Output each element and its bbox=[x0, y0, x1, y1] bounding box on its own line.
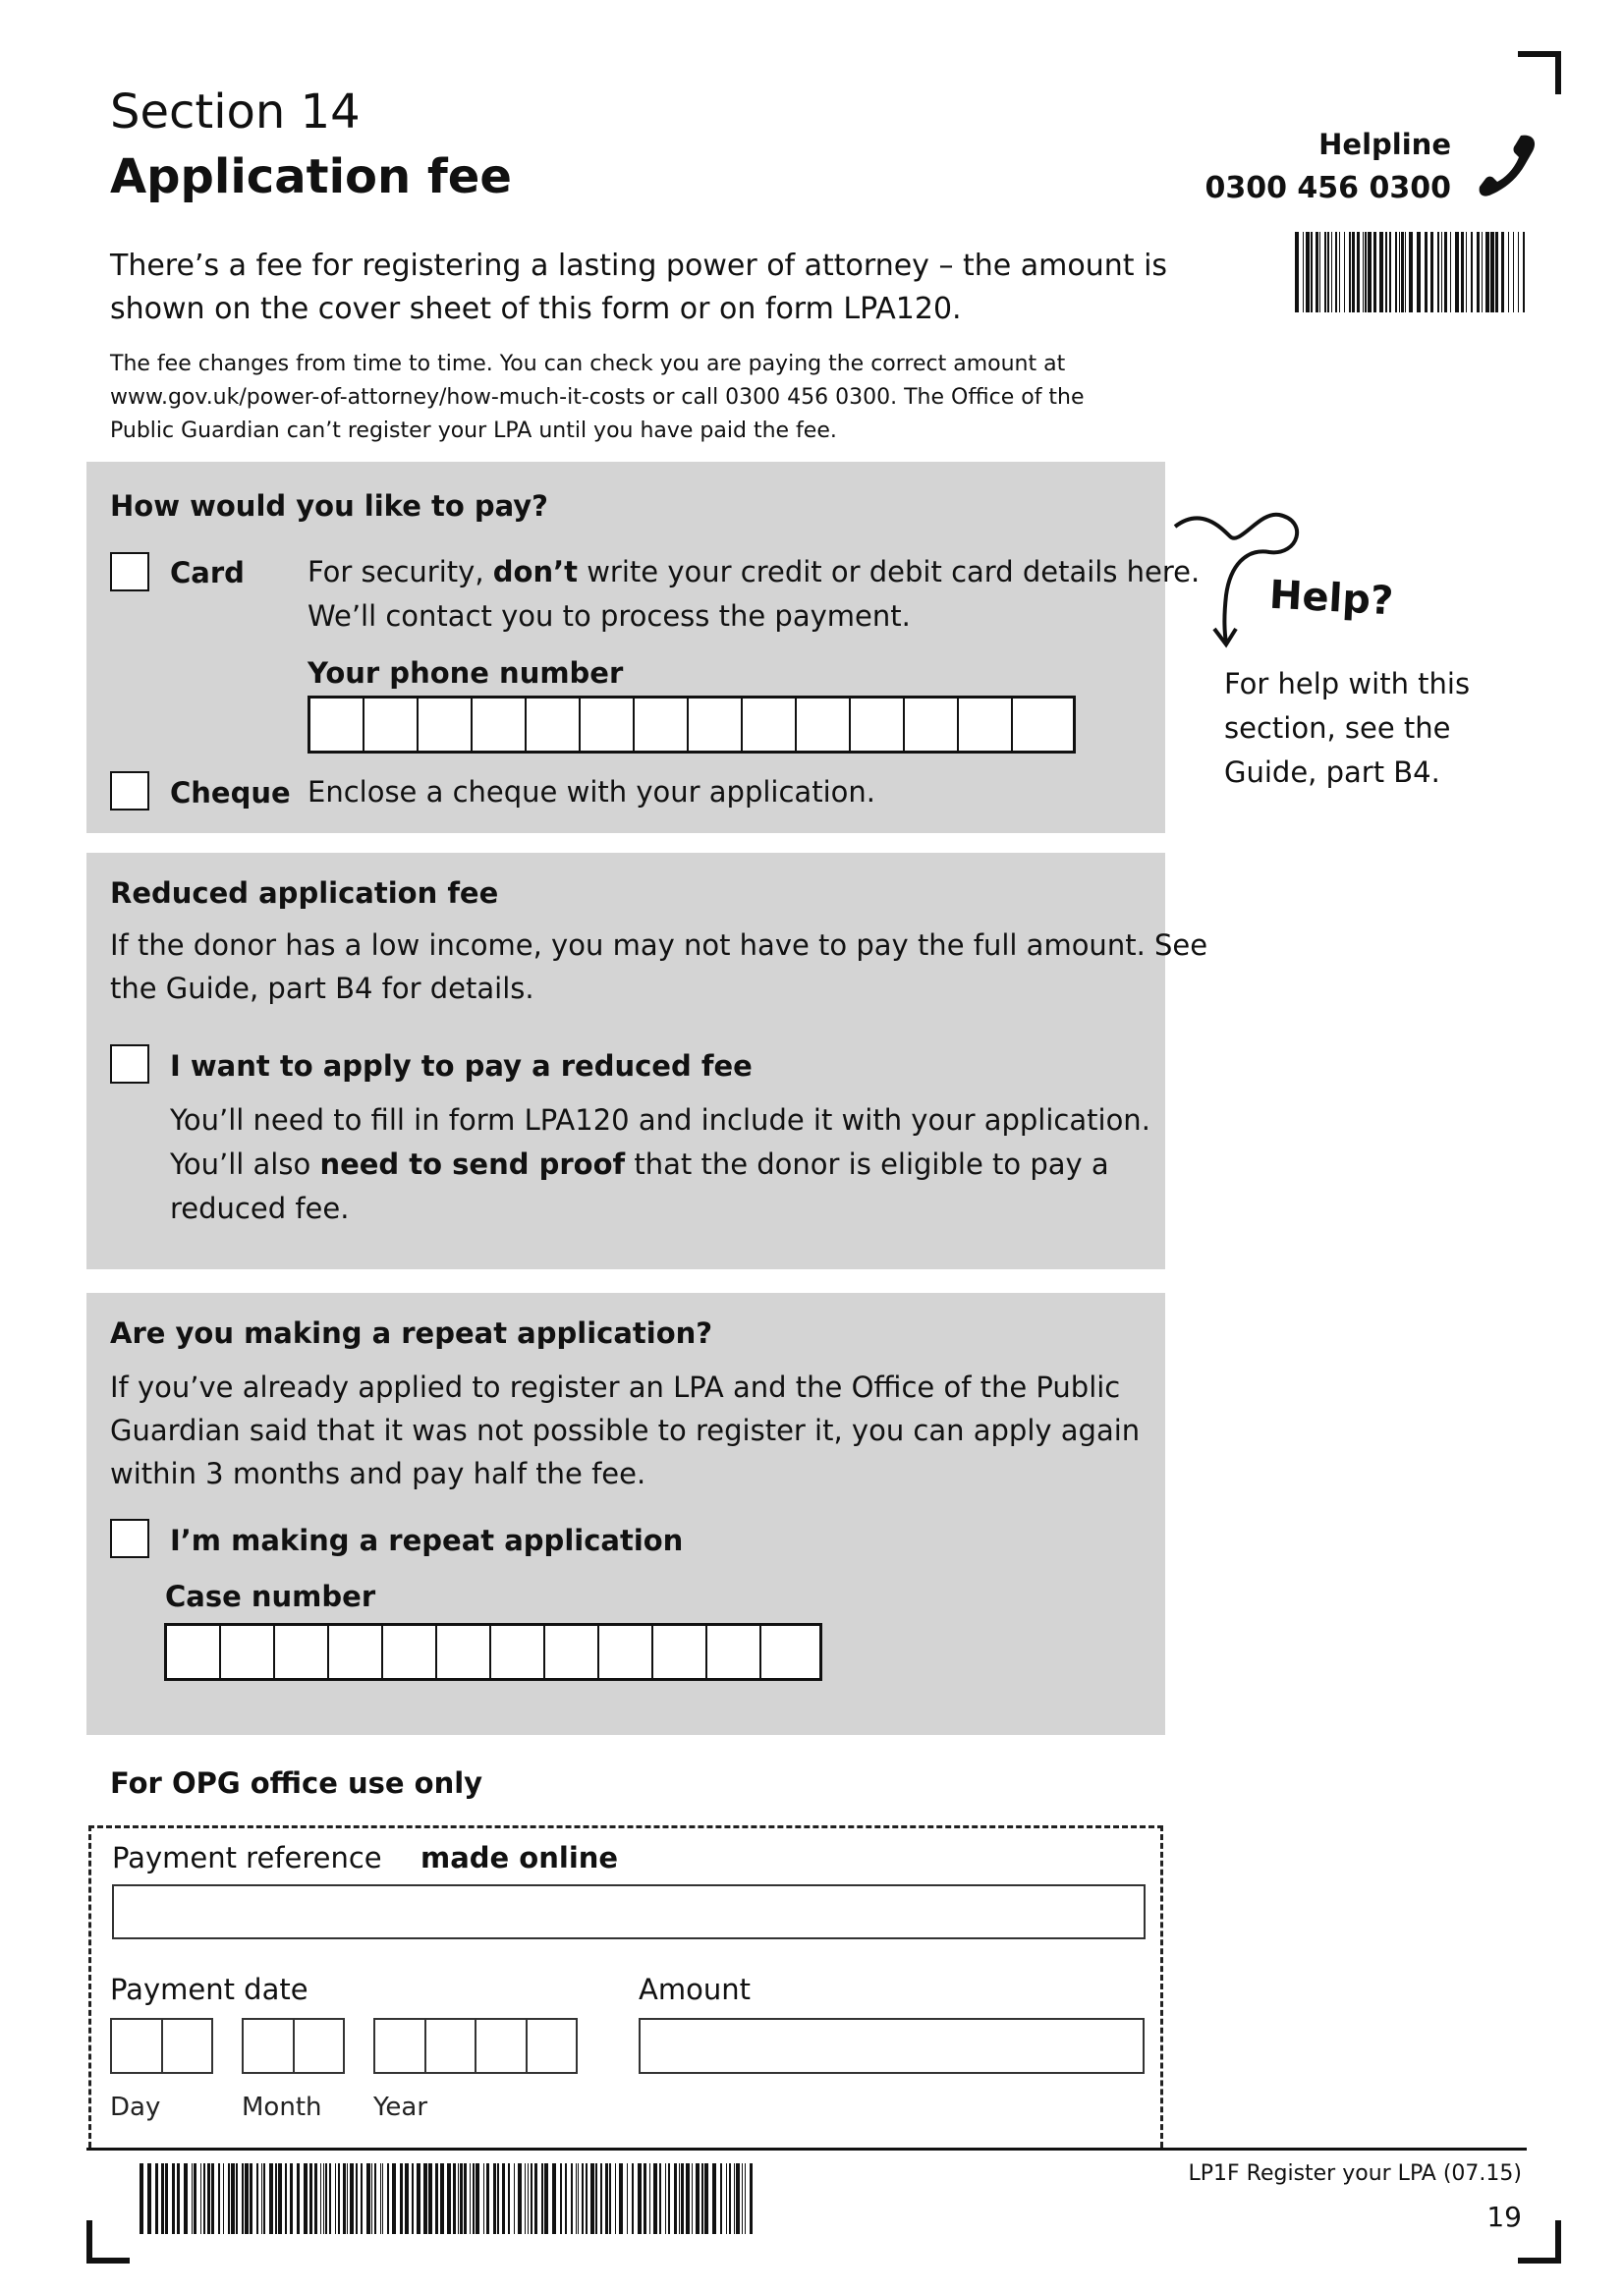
card-instruction-1: For security, don’t write your credit or debit card details here. bbox=[308, 555, 1201, 588]
repeat-application-checkbox[interactable] bbox=[110, 1519, 149, 1558]
helpline-number: 0300 456 0300 bbox=[1204, 171, 1451, 205]
page-number: 19 bbox=[1486, 2201, 1522, 2233]
reduced-fee-checkbox[interactable] bbox=[110, 1044, 149, 1084]
reduced-fee-option-label: I want to apply to pay a reduced fee bbox=[170, 1049, 753, 1083]
help-text-1: For help with this bbox=[1224, 667, 1471, 700]
helpline-label: Helpline bbox=[1318, 128, 1451, 161]
reduced-fee-text-2: the Guide, part B4 for details. bbox=[110, 972, 534, 1005]
payment-reference-label: Payment reference bbox=[112, 1841, 382, 1874]
case-number-input[interactable] bbox=[164, 1623, 822, 1681]
payment-reference-input[interactable] bbox=[112, 1884, 1146, 1939]
payment-month-input[interactable] bbox=[242, 2018, 345, 2074]
payment-date-label: Payment date bbox=[110, 1973, 308, 2006]
made-online-label: made online bbox=[420, 1841, 619, 1874]
intro-line-2: shown on the cover sheet of this form or on form LPA120. bbox=[110, 292, 962, 326]
section-number: Section 14 bbox=[110, 84, 361, 140]
reduced-fee-note-1: You’ll need to fill in form LPA120 and include it with your application. bbox=[170, 1103, 1150, 1137]
repeat-text-3: within 3 months and pay half the fee. bbox=[110, 1457, 646, 1490]
repeat-text-2: Guardian said that it was not possible to register it, you can apply again bbox=[110, 1414, 1141, 1447]
reduced-fee-text-1: If the donor has a low income, you may not have to pay the full amount. See bbox=[110, 928, 1208, 962]
help-text-2: section, see the bbox=[1224, 711, 1451, 745]
barcode-bottom bbox=[140, 2163, 755, 2234]
phone-number-label: Your phone number bbox=[308, 656, 624, 690]
cheque-label: Cheque bbox=[170, 776, 291, 810]
barcode-top bbox=[1295, 232, 1529, 312]
card-checkbox[interactable] bbox=[110, 552, 149, 591]
amount-input[interactable] bbox=[639, 2018, 1145, 2074]
reduced-fee-note-2: You’ll also need to send proof that the donor is eligible to pay a bbox=[170, 1147, 1109, 1181]
repeat-text-1: If you’ve already applied to register an LPA and the Office of the Public bbox=[110, 1370, 1121, 1404]
crop-mark-bottom-right bbox=[1518, 2220, 1561, 2264]
help-title: Help? bbox=[1267, 572, 1395, 625]
reduced-fee-heading: Reduced application fee bbox=[110, 876, 499, 910]
case-number-label: Case number bbox=[165, 1580, 376, 1613]
intro-small-2: www.gov.uk/power-of-attorney/how-much-it-costs or call 0300 456 0300. The Office of the bbox=[110, 385, 1085, 410]
payment-year-input[interactable] bbox=[373, 2018, 578, 2074]
intro-small-1: The fee changes from time to time. You can check you are paying the correct amount at bbox=[110, 352, 1066, 376]
crop-mark-top-right bbox=[1518, 51, 1561, 94]
crop-mark-bottom-left bbox=[86, 2220, 130, 2264]
year-caption: Year bbox=[373, 2093, 428, 2122]
card-label: Card bbox=[170, 556, 245, 589]
day-caption: Day bbox=[110, 2093, 161, 2122]
cheque-instruction: Enclose a cheque with your application. bbox=[308, 775, 875, 809]
phone-icon bbox=[1474, 130, 1542, 200]
form-reference: LP1F Register your LPA (07.15) bbox=[1188, 2161, 1522, 2186]
month-caption: Month bbox=[242, 2093, 322, 2122]
repeat-heading: Are you making a repeat application? bbox=[110, 1316, 713, 1350]
payment-day-input[interactable] bbox=[110, 2018, 213, 2074]
repeat-option-label: I’m making a repeat application bbox=[170, 1524, 684, 1557]
office-use-heading: For OPG office use only bbox=[110, 1766, 483, 1800]
phone-number-input[interactable] bbox=[308, 696, 1076, 754]
help-text-3: Guide, part B4. bbox=[1224, 755, 1440, 789]
intro-line-1: There’s a fee for registering a lasting power of attorney – the amount is bbox=[110, 249, 1168, 283]
footer-rule bbox=[86, 2148, 1527, 2151]
cheque-checkbox[interactable] bbox=[110, 771, 149, 811]
payment-heading: How would you like to pay? bbox=[110, 489, 549, 523]
amount-label: Amount bbox=[639, 1973, 751, 2006]
card-instruction-2: We’ll contact you to process the payment. bbox=[308, 599, 911, 633]
intro-small-3: Public Guardian can’t register your LPA until you have paid the fee. bbox=[110, 419, 837, 443]
page-title: Application fee bbox=[110, 149, 512, 204]
reduced-fee-note-3: reduced fee. bbox=[170, 1192, 350, 1225]
